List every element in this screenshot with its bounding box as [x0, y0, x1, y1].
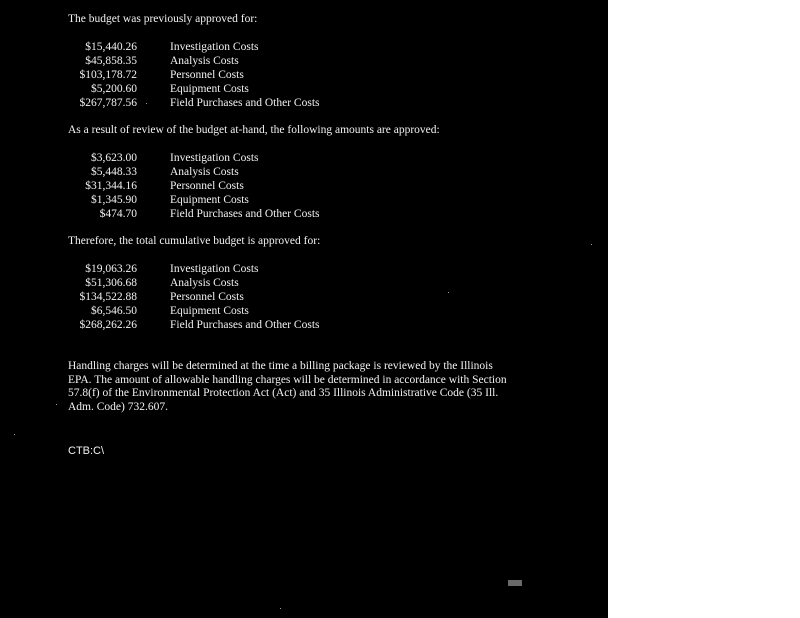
table-row: [60, 193, 319, 207]
handling-charges-paragraph: [68, 360, 548, 414]
amount: $474.70: [99, 208, 137, 220]
cost-label: Investigation Costs: [170, 263, 259, 275]
cost-label: Equipment Costs: [170, 305, 249, 317]
scan-speck: [448, 292, 449, 293]
paragraph-line: EPA. The amount of allowable handling charges will be determined in accordance with Section: [68, 373, 507, 386]
cost-label: Field Purchases and Other Costs: [170, 208, 320, 220]
cost-label: Equipment Costs: [170, 194, 249, 206]
table-row: [60, 290, 319, 304]
amount: $19,063.26: [85, 263, 137, 275]
table-row: [60, 207, 319, 221]
amount: $103,178.72: [79, 69, 137, 81]
cost-label: Investigation Costs: [170, 152, 259, 164]
scan-mark: [508, 580, 522, 586]
table-row: [60, 304, 319, 318]
amount: $51,306.68: [85, 277, 137, 289]
amount: $3,623.00: [91, 152, 137, 164]
section-3-table: [60, 262, 319, 332]
cost-label: Analysis Costs: [170, 166, 239, 178]
scan-speck: [591, 244, 592, 245]
cost-label: Personnel Costs: [170, 291, 244, 303]
table-row: [60, 262, 319, 276]
cost-label: Analysis Costs: [170, 277, 239, 289]
paragraph-line: Handling charges will be determined at the time a billing package is reviewed by the Illinois: [68, 360, 493, 372]
cost-label: Personnel Costs: [170, 180, 244, 192]
section-2-intro: As a result of review of the budget at-hand, the following amounts are approved:: [68, 124, 440, 136]
amount: $5,200.60: [91, 83, 137, 95]
section-1-intro: The budget was previously approved for:: [68, 13, 258, 25]
amount: $45,858.35: [85, 55, 137, 67]
amount: $267,787.56: [79, 97, 137, 109]
scan-speck: [14, 434, 15, 435]
table-row: [60, 54, 319, 68]
amount: $268,262.26: [79, 319, 137, 331]
paragraph-line: 57.8(f) of the Environmental Protection Act (Act) and 35 Illinois Administrative Code (35 Ill.: [68, 387, 499, 399]
paragraph-line: Adm. Code) 732.607.: [68, 400, 168, 413]
scan-speck: [146, 103, 147, 104]
table-row: [60, 179, 319, 193]
cost-label: Field Purchases and Other Costs: [170, 319, 320, 331]
cost-label: Field Purchases and Other Costs: [170, 97, 320, 109]
amount: $15,440.26: [85, 41, 137, 53]
amount: $134,522.88: [79, 291, 137, 303]
table-row: [60, 151, 319, 165]
amount: $31,344.16: [85, 180, 137, 192]
table-row: [60, 40, 319, 54]
scan-speck: [280, 608, 281, 609]
table-row: [60, 318, 319, 332]
amount: $5,448.33: [91, 166, 137, 178]
cost-label: Personnel Costs: [170, 69, 244, 81]
amount: $6,546.50: [91, 305, 137, 317]
amount: $1,345.90: [91, 194, 137, 206]
section-1-table: [60, 40, 319, 110]
scan-speck: [56, 404, 57, 405]
author-initials: CTB:C\: [68, 445, 105, 457]
table-row: [60, 165, 319, 179]
table-row: [60, 82, 319, 96]
table-row: [60, 276, 319, 290]
table-row: [60, 68, 319, 82]
section-3-intro: Therefore, the total cumulative budget is approved for:: [68, 235, 321, 247]
table-row: [60, 96, 319, 110]
cost-label: Equipment Costs: [170, 83, 249, 95]
cost-label: Investigation Costs: [170, 41, 259, 53]
cost-label: Analysis Costs: [170, 55, 239, 67]
section-2-table: [60, 151, 319, 221]
